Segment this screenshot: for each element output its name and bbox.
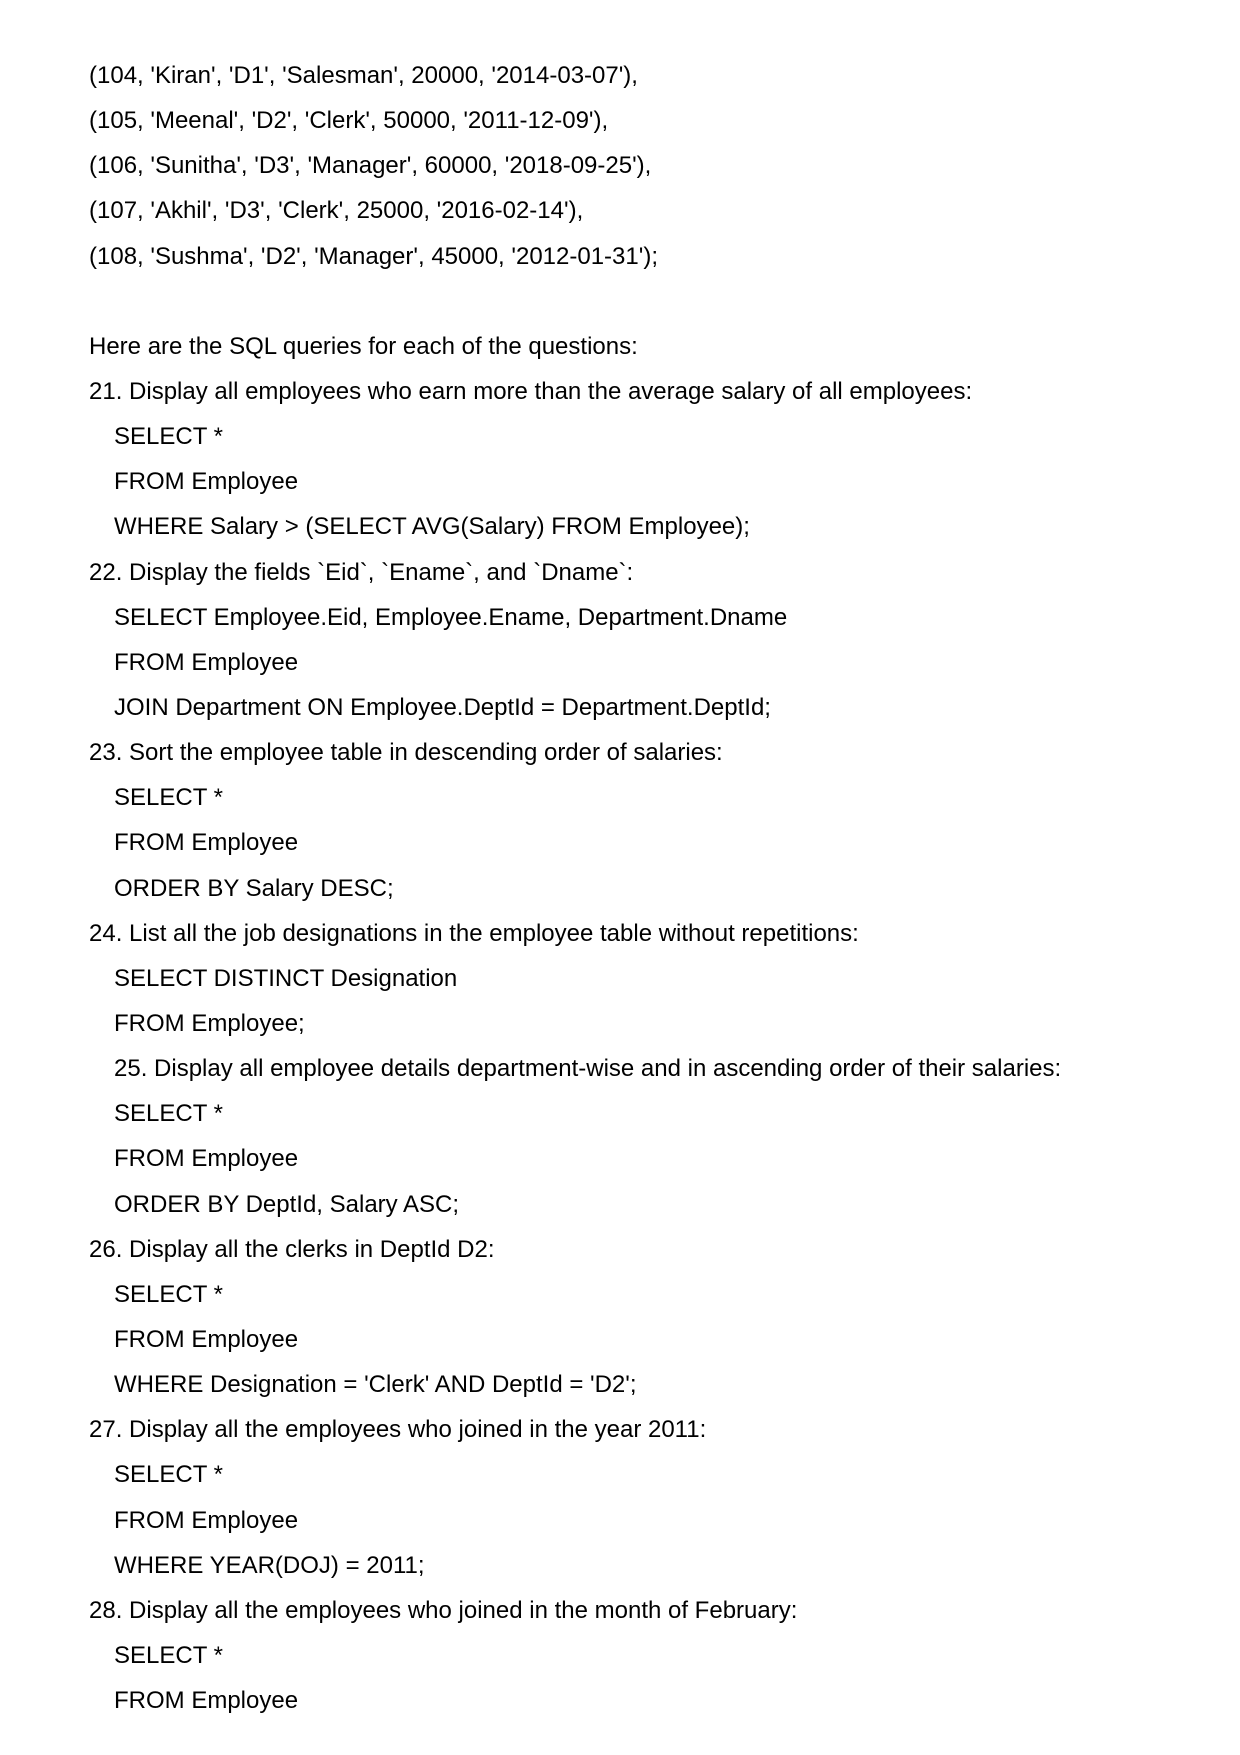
sql-line: SELECT * xyxy=(114,1280,223,1308)
sql-line: FROM Employee xyxy=(114,1145,299,1173)
question-heading: 26. Display all the clerks in DeptId D2: xyxy=(89,1235,495,1263)
sql-line: WHERE Salary > (SELECT AVG(Salary) FROM Employee); xyxy=(114,513,750,541)
insert-row: (107, 'Akhil', 'D3', 'Clerk', 25000, '2016-02-14'), xyxy=(89,197,584,225)
sql-line: WHERE YEAR(DOJ) = 2011; xyxy=(114,1551,425,1579)
sql-line: ORDER BY DeptId, Salary ASC; xyxy=(114,1190,460,1218)
question-heading: 24. List all the job designations in the employee table without repetitions: xyxy=(89,919,859,947)
sql-line: SELECT DISTINCT Designation xyxy=(114,964,458,992)
insert-row: (105, 'Meenal', 'D2', 'Clerk', 50000, '2011-12-09'), xyxy=(89,107,609,135)
sql-line: SELECT * xyxy=(114,784,223,812)
sql-line: SELECT Employee.Eid, Employee.Ename, Department.Dname xyxy=(114,603,788,631)
question-heading: 23. Sort the employee table in descending order of salaries: xyxy=(89,739,723,767)
sql-line: FROM Employee xyxy=(114,829,299,857)
sql-line: FROM Employee xyxy=(114,1687,299,1715)
sql-line: FROM Employee xyxy=(114,1506,299,1534)
sql-line: SELECT * xyxy=(114,423,223,451)
sql-line: JOIN Department ON Employee.DeptId = Department.DeptId; xyxy=(114,693,771,721)
sql-line: FROM Employee xyxy=(114,648,299,676)
intro-text: Here are the SQL queries for each of the questions: xyxy=(89,332,638,360)
sql-line: FROM Employee xyxy=(114,468,299,496)
question-heading: 21. Display all employees who earn more than the average salary of all employees: xyxy=(89,377,973,405)
question-heading: 25. Display all employee details department-wise and in ascending order of their salaries: xyxy=(114,1055,1062,1083)
insert-row: (108, 'Sushma', 'D2', 'Manager', 45000, '2012-01-31'); xyxy=(89,242,658,270)
sql-line: SELECT * xyxy=(114,1461,223,1489)
sql-line: FROM Employee; xyxy=(114,1009,305,1037)
sql-line: SELECT * xyxy=(114,1100,223,1128)
question-heading: 27. Display all the employees who joined in the year 2011: xyxy=(89,1416,707,1444)
insert-row: (104, 'Kiran', 'D1', 'Salesman', 20000, '2014-03-07'), xyxy=(89,62,638,89)
question-heading: 28. Display all the employees who joined in the month of February: xyxy=(89,1596,798,1624)
insert-row: (106, 'Sunitha', 'D3', 'Manager', 60000, '2018-09-25'), xyxy=(89,152,652,180)
sql-line: FROM Employee xyxy=(114,1325,299,1353)
sql-line: SELECT * xyxy=(114,1641,223,1669)
sql-line: WHERE Designation = 'Clerk' AND DeptId = 'D2'; xyxy=(114,1371,637,1399)
sql-line: ORDER BY Salary DESC; xyxy=(114,874,394,902)
blank-line xyxy=(0,279,1240,324)
question-heading: 22. Display the fields `Eid`, `Ename`, and `Dname`: xyxy=(89,558,634,586)
